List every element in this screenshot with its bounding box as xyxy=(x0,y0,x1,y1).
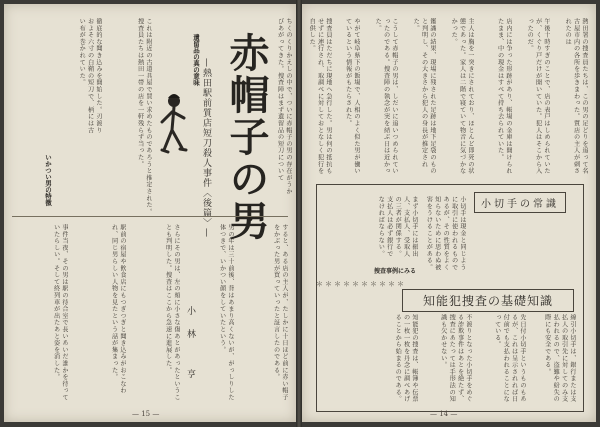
section-divider xyxy=(12,216,288,217)
box-text-column: 不渡りとなった小切手をめぐる詐欺事件はあとを絶たず、捜査にあたっては手形法の知識も欠かせない。 xyxy=(439,314,472,403)
running-man-illustration xyxy=(158,92,188,162)
left-text-column: 駅前の宿屋や飲食店にもつぎつぎと聞き込みがおこなわれ、同じ男らしい人物を見たという話が集まった。 xyxy=(110,224,126,394)
left-text-column: ちくのくりかえしの中で、ついに赤帽子の男の存在がうかびあがってきた。捜査陣はまず遺留品の短刀について xyxy=(276,18,292,195)
decorative-stars: ＊＊＊＊＊＊＊＊＊＊ xyxy=(316,280,406,288)
left-text-column: 男の年は三十前後、背はあまり高くないが、がっしりした体つきで、いかつい顔をしていたという。 xyxy=(218,224,234,401)
right-text-column: やがて岐阜県下の飯場で、人相のよく似た男が働いているという情報がもたらされた。 xyxy=(344,18,360,175)
box-text-column: 線引小切手は、銀行または支払人の取引先に対してのみ支払われるので、盗難や紛失の際にも安全である。 xyxy=(543,314,576,403)
left-text-column: これは附近の古道具屋で買い求めたものであろうと推定された。捜査員たちは熱田一帯の店を一軒残らず当った。 xyxy=(136,18,152,216)
page-number: — 14 — xyxy=(430,410,458,418)
right-text-column: 捜査員はただちに現地へ急行した。男は何の抵抗もせずに連行され、取調べに対しておとなしく犯行を自供した。 xyxy=(308,18,332,175)
section-heading: 遺留品の真の意味 xyxy=(192,34,200,86)
article-title: 赤帽子の男 xyxy=(223,32,269,242)
box-text-column: 小切手は現金と同じように取引に使われるものであるが、その性質をよく知らないために思わぬ被害をうけることがある。 xyxy=(425,196,466,271)
page-number: — 15 — xyxy=(132,410,160,418)
box-label: 捜査事例にみる xyxy=(374,268,417,275)
article-subtitle: —熱田駅前質店短刀殺人事件〈後篇〉— xyxy=(201,58,211,238)
right-text-column: 鑑識の結果、現場に残された足跡は地下足袋のものと判明し、その大きさから犯人の身長が推定された。 xyxy=(412,18,436,175)
left-text-column: 徹底的な聞き込みを開始した。刃渡りおよそ六寸の白鞘の短刀で、柄には古い布が巻かれていた。 xyxy=(78,18,102,134)
right-text-column: 店内には争った形跡があり、帳場の金庫は開けられたまま、中の現金はすべて持ち去られていた。 xyxy=(496,18,512,175)
right-text-column: こうして赤帽子の男は、しだいに追いつめられていったのである。捜査陣の執念が実を結ぶ日は近かった。 xyxy=(374,18,398,175)
right-page xyxy=(302,4,596,422)
box-title: 小切手の常識 xyxy=(474,192,566,213)
box-heading: 知能犯捜査の基礎知識 xyxy=(402,289,574,312)
section-heading: いかつい男の特徴 xyxy=(44,154,52,206)
author-name: 小林 亨 xyxy=(185,306,195,392)
box-text-column: 知能犯の捜査は、帳簿や伝票の一枚一枚を丹念に調べあげることから始まるのである。 xyxy=(394,314,418,403)
left-page xyxy=(4,4,296,422)
left-text-column: すると、ある店の主人が、たしかに十日ほど前に赤い帽子をかぶった男が買っていったと証言したのである。 xyxy=(272,224,288,401)
left-text-column: 事件当夜、その男は駅の待合室で長いあいだ誰かを待っていたらしい。そして終列車が出たあと姿を消した。 xyxy=(52,224,68,401)
right-text-column: 主人は胸を一突きにされており、ほとんど即死の状態であった。家人は二階で寝ていて物音に気づかなかった。 xyxy=(450,18,474,175)
left-text-column: さらにその男は、左の頬に小さな傷あとがあったということも判明した。捜査はここから急速に進展した。 xyxy=(164,224,180,401)
box-text-column: 先日付小切手というものもあるが、これは呈示されれば日付前でも支払われることになっている。 xyxy=(493,314,526,403)
right-text-column: 熱田署の捜査員たちは、この男の足どりを追って名古屋市内の各所を歩きまわった。質店の主人が刺されたのは xyxy=(564,18,588,175)
right-text-column: 午後十時すぎのことで、店の表戸はしめられていたが、くぐり戸だけが開いていた。犯人はそこから入ったのだ。 xyxy=(526,18,550,175)
box-text-column: まず小切手には振出人、支払人、受取人の三者が関係する。支払人は必ず銀行でなければならない。 xyxy=(377,196,418,258)
